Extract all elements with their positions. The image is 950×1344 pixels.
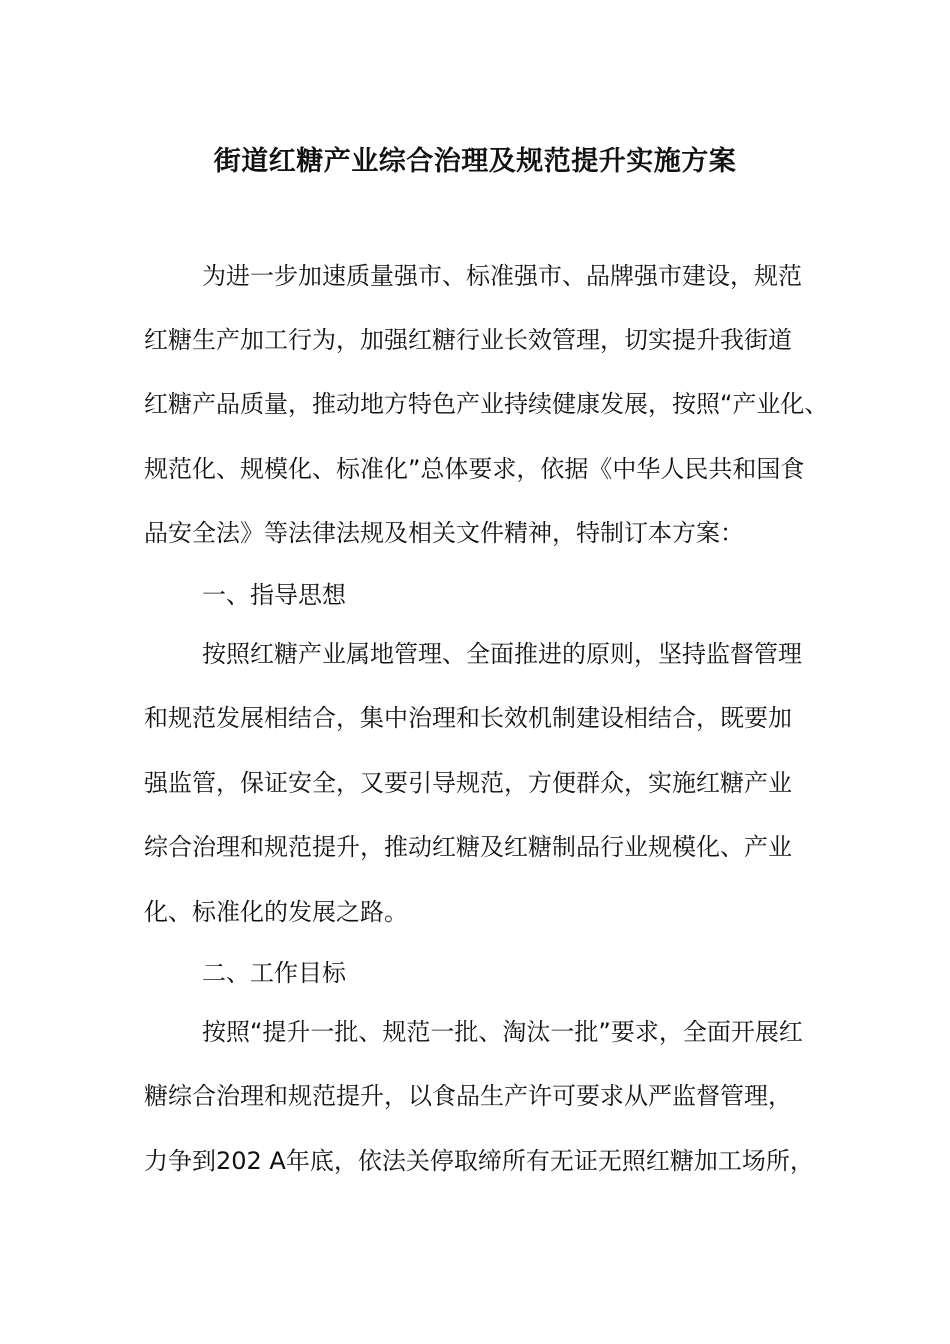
section-heading: 二、工作目标 [202,959,346,987]
paragraph-line: 规范化、规模化、标准化”总体要求，依据《中华人民共和国食 [144,455,805,483]
paragraph-line: 为进一步加速质量强市、标准强市、品牌强市建设，规范 [202,262,802,290]
paragraph-line: 按照红糖产业属地管理、全面推进的原则，坚持监督管理 [202,640,802,668]
paragraph-line: 综合治理和规范提升，推动红糖及红糖制品行业规模化、产业 [144,833,792,861]
paragraph-line: 强监管，保证安全，又要引导规范，方便群众，实施红糖产业 [144,769,792,797]
paragraph-line: 红糖生产加工行为，加强红糖行业长效管理，切实提升我街道 [144,326,792,354]
paragraph-line: 按照“提升一批、规范一批、淘汰一批”要求，全面开展红 [202,1018,803,1046]
paragraph-line: 化、标准化的发展之路。 [144,898,408,926]
document-title: 街道红糖产业综合治理及规范提升实施方案 [213,146,737,177]
paragraph-line: 品安全法》等法律法规及相关文件精神，特制订本方案： [144,519,744,547]
paragraph-line: 糖综合治理和规范提升，以食品生产许可要求从严监督管理， [144,1082,792,1110]
paragraph-line: 红糖产品质量，推动地方特色产业持续健康发展，按照“产业化、 [144,390,829,418]
paragraph-line: 力争到202 A年底，依法关停取缔所有无证无照红糖加工场所， [144,1147,814,1175]
section-heading: 一、指导思想 [202,581,346,609]
paragraph-line: 和规范发展相结合，集中治理和长效机制建设相结合，既要加 [144,704,792,732]
